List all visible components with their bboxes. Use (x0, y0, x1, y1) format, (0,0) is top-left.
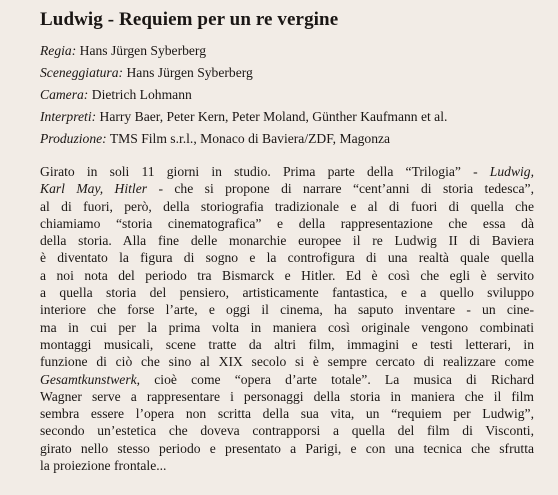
credit-label: Interpreti: (40, 109, 97, 124)
credit-label: Regia: (40, 43, 77, 58)
synopsis-line: girato nello stesso periodo e presentato a Parigi, e con una tecnica che sfrutta (40, 440, 534, 456)
synopsis-line: a noi nota del periodo tra Bismarck e Hitler. Ed è così che egli è servito (40, 267, 534, 283)
page-title: Ludwig - Requiem per un re vergine (40, 9, 339, 30)
synopsis-text: - che si propone di narrare “cent’anni di storia tedesca”, (147, 181, 534, 197)
credit-value: Hans Jürgen Syberberg (79, 43, 207, 58)
synopsis-line (40, 163, 534, 180)
credit-produzione (40, 128, 534, 150)
credit-value: Dietrich Lohmann (91, 87, 192, 102)
synopsis-term-italic: Gesamtkunstwerk (40, 371, 137, 387)
synopsis-line: Wagner serve a rappresentare i personaggi della storia in maniera che il film (40, 388, 534, 404)
synopsis-line (40, 371, 534, 388)
synopsis-line: secondo un’estetica che doveva contrapporsi a quella del film di Visconti, (40, 423, 534, 439)
credit-label: Produzione: (40, 131, 107, 146)
synopsis-line (40, 180, 534, 197)
synopsis-title-italic: Karl May, Hitler (40, 181, 148, 197)
credit-regia (40, 40, 534, 62)
synopsis-line: al di fuori, però, della storiografia tradizionale e al di fuori di quella che (40, 198, 534, 214)
synopsis-line: interiore che forse l’arte, e oggi il cinema, ha saputo inventare - un cine- (40, 302, 534, 318)
credit-value: Hans Jürgen Syberberg (126, 65, 253, 80)
synopsis-paragraph (40, 163, 534, 474)
credit-value: TMS Film s.r.l., Monaco di Baviera/ZDF, Magonza (109, 131, 391, 146)
synopsis-line: sembra essere l’opera non scritta della sua vita, un “requiem per Ludwig”, (40, 406, 534, 422)
synopsis-line: ma in cui per la prima volta in maniera così originale vengono combinati (40, 319, 534, 335)
credit-interpreti (40, 106, 534, 128)
credit-sceneggiatura (40, 62, 534, 84)
credit-camera (40, 84, 534, 106)
credit-label: Camera: (40, 87, 89, 102)
credit-value: Harry Baer, Peter Kern, Peter Moland, Günther Kaufmann et al. (99, 109, 448, 124)
synopsis-title-italic: Ludwig, (489, 164, 534, 179)
synopsis-line: montaggi musicali, scene tratte da altri film, immagini e testi letterari, in (40, 336, 534, 352)
synopsis-text: , cioè come “opera d’arte totale”. La musica di Richard (136, 371, 534, 387)
synopsis-text: Girato in soli 11 giorni in studio. Prima parte della “Trilogia” - (40, 164, 490, 179)
synopsis-line: chiamiamo “storia cinematografica” e della rappresentazione che essa dà (40, 215, 534, 231)
credits-list (40, 40, 534, 150)
synopsis-line: funzione di ciò che sino al XIX secolo si è sempre cercato di realizzare come (40, 354, 534, 370)
synopsis-line: è diventato la figura di sogno e la controfigura di una realtà quale quella (40, 250, 534, 266)
credit-label: Sceneggiatura: (40, 65, 124, 80)
synopsis-line: della storia. Alla fine delle monarchie europee il re Ludwig II di Baviera (40, 233, 534, 249)
synopsis-line: la proiezione frontale... (40, 458, 167, 474)
synopsis-line: a quella storia del pensiero, artisticamente fantastica, e a quello sviluppo (40, 285, 534, 301)
